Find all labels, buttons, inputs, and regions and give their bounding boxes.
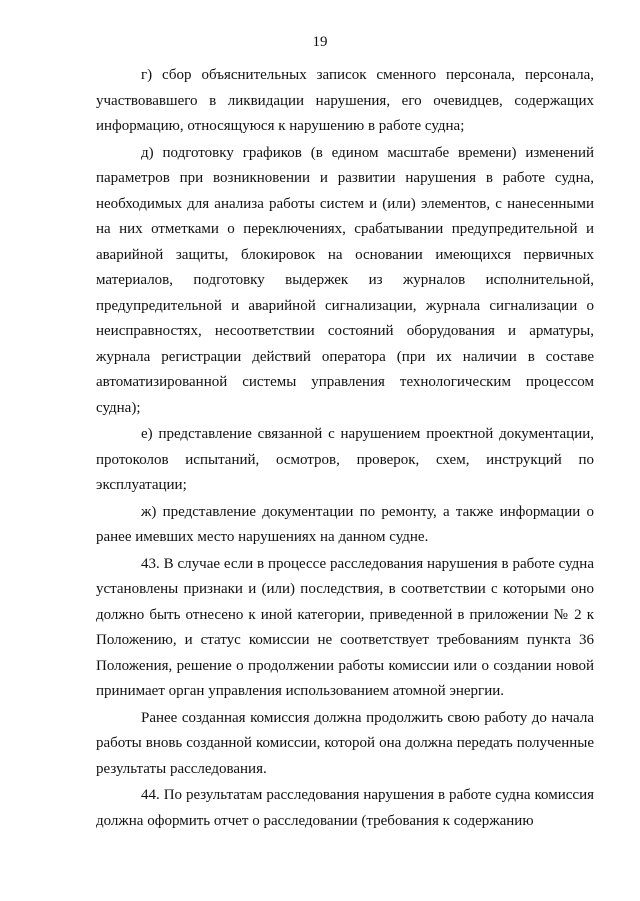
list-item-zh: ж) представление документации по ремонту, а также информации о ранее имевших место нарушениях на данном судне. [96,503,594,545]
clause-43: 43. В случае если в процессе расследования нарушения в работе судна установлены признаки и (или) последствия, в соответствии с которыми оно должно быть отнесено к иной категории, приведенной в приложении № 2 к Положению, и статус комиссии не соответствует требованиям пункта 36 Положения, решение о продолжении работы комиссии или о создании новой принимает орган управления использованием атомной энергии. [96,555,594,699]
list-item-e: е) представление связанной с нарушением проектной документации, протоколов испытаний, осмотров, проверок, схем, инструкций по эксплуатации; [96,426,594,493]
clause-44: 44. По результатам расследования нарушения в работе судна комиссия должна оформить отчет о расследовании (требования к содержанию [96,787,594,829]
document-body [96,63,594,835]
clause-43-continuation: Ранее созданная комиссия должна продолжить свою работу до начала работы вновь созданной комиссии, которой она должна передать полученные результаты расследования. [96,709,594,777]
list-item-d: д) подготовку графиков (в едином масштабе времени) изменений параметров при возникновении и развитии нарушения в работе судна, необходимых для анализа работы систем и (или) элементов, с нанесенными на них отметками о переключениях, срабатывании предупредительной и аварийной защиты, блокировок на основании имеющихся первичных материалов, подготовку выдержек из журналов исполнительной, предупредительной и аварийной сигнализации, журнала сигнализации о неисправностях, несоответствии состояний оборудования и арматуры, журнала регистрации действий оператора (при их наличии в составе автоматизированной системы управления технологическим процессом судна); [96,144,594,416]
page-number: 19 [312,34,328,50]
list-item-g: г) сбор объяснительных записок сменного персонала, персонала, участвовавшего в ликвидации нарушения, его очевидцев, содержащих информацию, относящуюся к нарушению в работе судна; [96,67,594,134]
